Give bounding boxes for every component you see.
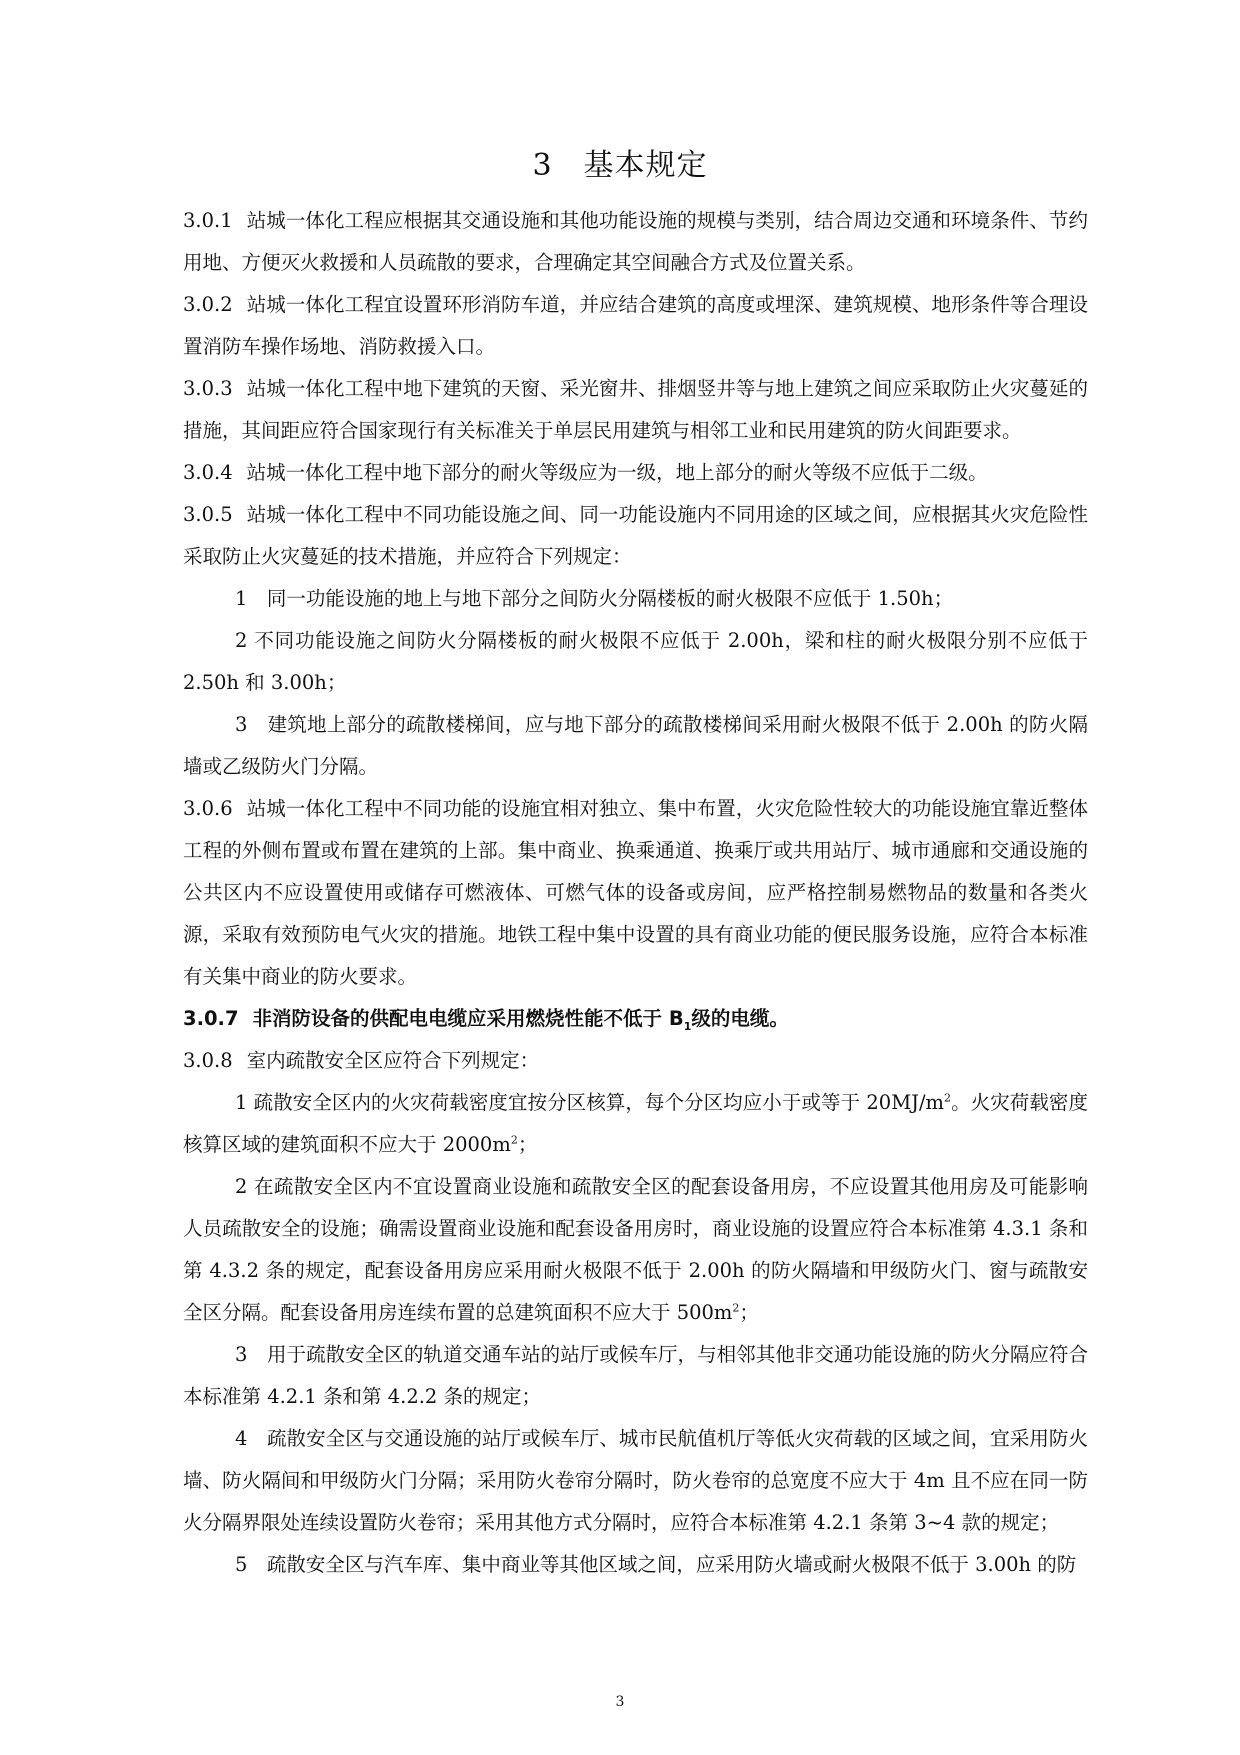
clause-text: 站城一体化工程中地下部分的耐火等级应为一级，地上部分的耐火等级不应低于二级。 xyxy=(246,461,988,484)
page-title: 3 基本规定 xyxy=(532,148,708,183)
item-text: 4 疏散安全区与交通设施的站厅或候车厅、城市民航值机厅等低火灾荷载的区域之间，宜采用防火墙、防火隔间和甲级防火门分隔；采用防火卷帘分隔时，防火卷帘的总宽度不应大于 4m 且不应在同一防火分隔界限处连续设置防火卷帘；采用其他方式分隔时，应符合本标准第 4.2.1 条第 3~4 款的规定； xyxy=(183,1427,1088,1534)
item-text-end: ； xyxy=(739,1301,759,1324)
clause-3-0-6 xyxy=(183,788,1088,998)
clause-number: 3.0.3 xyxy=(183,377,233,400)
clause-text: 站城一体化工程应根据其交通设施和其他功能设施的规模与类别，结合周边交通和环境条件、节约用地、方便灭火救援和人员疏散的要求，合理确定其空间融合方式及位置关系。 xyxy=(183,209,1088,274)
page-number: 3 xyxy=(615,1694,625,1710)
clause-text: 站城一体化工程中不同功能设施之间、同一功能设施内不同用途的区域之间，应根据其火灾危险性采取防止火灾蔓延的技术措施，并应符合下列规定： xyxy=(183,503,1088,568)
item-text: 3 用于疏散安全区的轨道交通车站的站厅或候车厅，与相邻其他非交通功能设施的防火分隔应符合本标准第 4.2.1 条和第 4.2.2 条的规定； xyxy=(183,1343,1088,1408)
clause-text: 站城一体化工程宜设置环形消防车道，并应结合建筑的高度或埋深、建筑规模、地形条件等合理设置消防车操作场地、消防救援入口。 xyxy=(183,293,1088,358)
clause-text: 室内疏散安全区应符合下列规定： xyxy=(246,1049,540,1072)
item-text: 3 建筑地上部分的疏散楼梯间，应与地下部分的疏散楼梯间采用耐火极限不低于 2.00h 的防火隔墙或乙级防火门分隔。 xyxy=(183,713,1088,778)
clause-text: 站城一体化工程中不同功能的设施宜相对独立、集中布置，火灾危险性较大的功能设施宜靠近整体工程的外侧布置或布置在建筑的上部。集中商业、换乘通道、换乘厅或共用站厅、城市通廊和交通设施的公共区内不应设置使用或储存可燃液体、可燃气体的设备或房间，应严格控制易燃物品的数量和各类火源，采取有效预防电气火灾的措施。地铁工程中集中设置的具有商业功能的便民服务设施，应符合本标准有关集中商业的防火要求。 xyxy=(183,797,1088,988)
clause-text-end: 级的电缆。 xyxy=(691,1007,789,1030)
clause-3-0-4 xyxy=(183,452,1088,494)
item-text-end: ； xyxy=(517,1133,538,1156)
item-text-mid: 。火灾荷载密度核算区域的建筑面积不应大于 2000m xyxy=(183,1091,1088,1156)
clause-3-0-2 xyxy=(183,284,1088,368)
item-3-0-8-2 xyxy=(183,1166,1088,1334)
clause-number: 3.0.7 xyxy=(183,1007,239,1030)
clause-3-0-1 xyxy=(183,200,1088,284)
clause-text: 非消防设备的供配电电缆应采用燃烧性能不低于 B xyxy=(252,1007,684,1030)
item-text: 1 疏散安全区内的火灾荷载密度宜按分区核算，每个分区均应小于或等于 20MJ/m xyxy=(235,1091,945,1114)
clause-number: 3.0.4 xyxy=(183,461,233,484)
clause-text: 站城一体化工程中地下建筑的天窗、采光窗井、排烟竖井等与地上建筑之间应采取防止火灾蔓延的措施，其间距应符合国家现行有关标准关于单层民用建筑与相邻工业和民用建筑的防火间距要求。 xyxy=(183,377,1088,442)
item-3-0-8-1 xyxy=(183,1082,1088,1166)
item-3-0-8-4 xyxy=(183,1418,1088,1544)
item-3-0-5-2 xyxy=(183,620,1088,704)
item-text: 1 同一功能设施的地上与地下部分之间防火分隔楼板的耐火极限不应低于 1.50h； xyxy=(235,587,954,610)
clause-3-0-8 xyxy=(183,1040,1088,1082)
clause-number: 3.0.6 xyxy=(183,797,233,820)
clause-number: 3.0.8 xyxy=(183,1049,233,1072)
item-text: 2 不同功能设施之间防火分隔楼板的耐火极限不应低于 2.00h，梁和柱的耐火极限分别不应低于 2.50h 和 3.00h； xyxy=(183,629,1088,694)
clause-3-0-7 xyxy=(183,998,1088,1040)
item-text: 5 疏散安全区与汽车库、集中商业等其他区域之间，应采用防火墙或耐火极限不低于 3.00h 的防 xyxy=(235,1553,1077,1576)
item-3-0-5-3 xyxy=(183,704,1088,788)
clause-number: 3.0.1 xyxy=(183,209,233,232)
subscript: 1 xyxy=(683,1019,692,1033)
item-3-0-8-3 xyxy=(183,1334,1088,1418)
clause-3-0-5 xyxy=(183,494,1088,578)
superscript: 2 xyxy=(510,1133,518,1147)
clause-3-0-3 xyxy=(183,368,1088,452)
clause-number: 3.0.5 xyxy=(183,503,233,526)
superscript: 2 xyxy=(732,1301,740,1315)
item-3-0-8-5 xyxy=(183,1544,1088,1586)
document-body xyxy=(183,200,1088,1586)
superscript: 2 xyxy=(944,1091,952,1105)
clause-number: 3.0.2 xyxy=(183,293,233,316)
item-3-0-5-1 xyxy=(183,578,1088,620)
item-text: 2 在疏散安全区内不宜设置商业设施和疏散安全区的配套设备用房，不应设置其他用房及可能影响人员疏散安全的设施；确需设置商业设施和配套设备用房时，商业设施的设置应符合本标准第 4.3.1 条和第 4.3.2 条的规定，配套设备用房应采用耐火极限不低于 2.00h 的防火隔墙和甲级防火门、窗与疏散安全区分隔。配套设备用房连续布置的总建筑面积不应大于 500m xyxy=(183,1175,1088,1324)
